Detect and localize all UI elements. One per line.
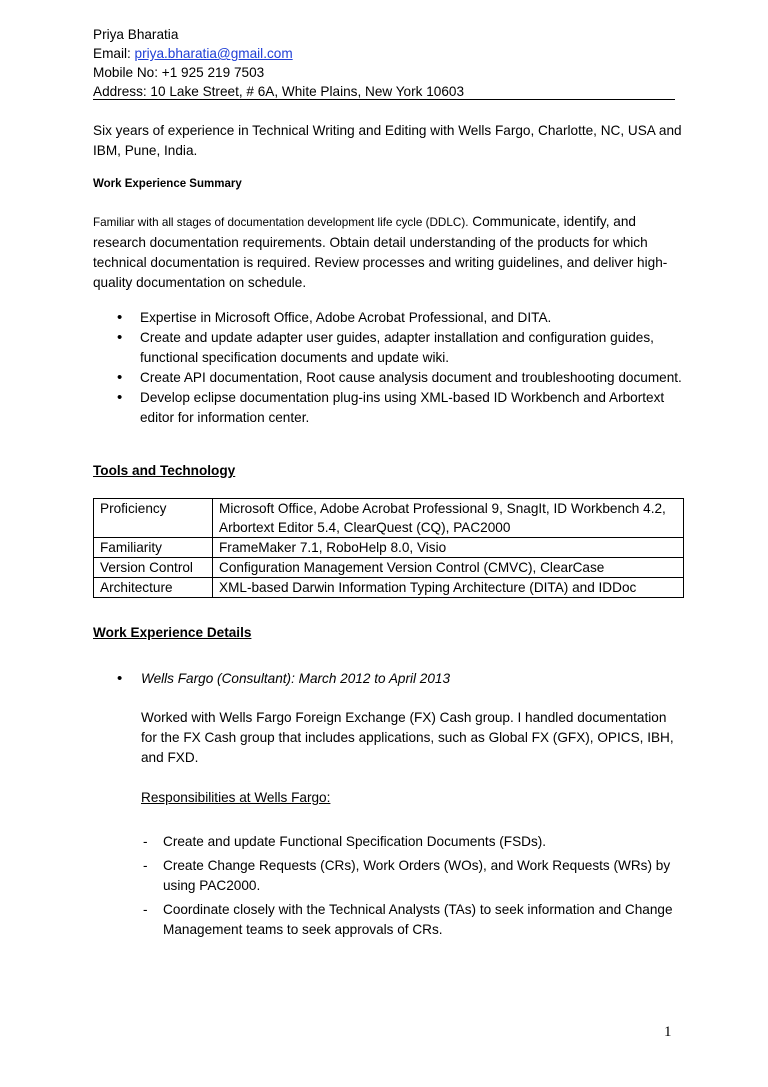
list-item: - Coordinate closely with the Technical Analysts (TAs) to seek information and Change Management teams to seek approvals of CRs. — [141, 900, 681, 940]
table-cell-value: Configuration Management Version Control (CMVC), ClearCase — [213, 558, 684, 578]
responsibilities-list — [141, 832, 681, 944]
email-link[interactable]: priya.bharatia@gmail.com — [134, 46, 293, 61]
table-cell-label: Version Control — [94, 558, 213, 578]
list-item: • Expertise in Microsoft Office, Adobe Acrobat Professional, and DITA. — [93, 308, 683, 328]
address-line: Address: 10 Lake Street, # 6A, White Plains, New York 10603 — [93, 84, 465, 99]
summary-rest-text: Communicate, identify, and research documentation requirements. Obtain detail understanding of the products for which technical documentation is required. Review processes and writing guidelines, and deliver high-quality documentation on schedule. — [93, 214, 668, 290]
table-cell-value: Microsoft Office, Adobe Acrobat Professional 9, SnagIt, ID Workbench 4.2, Arbortext Editor 5.4, ClearQuest (CQ), PAC2000 — [213, 499, 684, 538]
mobile-line: Mobile No: +1 925 219 7503 — [93, 65, 265, 80]
summary-paragraph — [93, 212, 683, 293]
list-item: • Create and update adapter user guides, adapter installation and configuration guides, functional specification documents and update wiki. — [93, 328, 683, 368]
email-label: Email: — [93, 46, 135, 61]
email-line — [93, 44, 675, 63]
table-row — [94, 499, 684, 538]
list-item: - Create and update Functional Specification Documents (FSDs). — [141, 832, 681, 852]
contact-header — [93, 25, 675, 101]
table-cell-label: Architecture — [94, 578, 213, 598]
list-item: - Create Change Requests (CRs), Work Orders (WOs), and Work Requests (WRs) by using PAC2000. — [141, 856, 681, 896]
responsibilities-heading: Responsibilities at Wells Fargo: — [141, 790, 331, 805]
tools-heading: Tools and Technology — [93, 463, 236, 478]
table-cell-value: FrameMaker 7.1, RoboHelp 8.0, Visio — [213, 538, 684, 558]
summary-heading: Work Experience Summary — [93, 178, 242, 190]
summary-ddlc-text: Familiar with all stages of documentation development life cycle (DDLC). — [93, 216, 469, 229]
candidate-name: Priya Bharatia — [93, 27, 179, 42]
list-item: • Develop eclipse documentation plug-ins using XML-based ID Workbench and Arbortext editor for information center. — [93, 388, 683, 428]
job-description: Worked with Wells Fargo Foreign Exchange (FX) Cash group. I handled documentation for the FX Cash group that includes applications, such as Global FX (GFX), OPICS, IBH, and FXD. — [141, 710, 674, 765]
table-row — [94, 558, 684, 578]
summary-bullets — [93, 308, 683, 428]
list-item: • Create API documentation, Root cause analysis document and troubleshooting document. — [93, 368, 683, 388]
bullet-icon: • — [117, 670, 123, 687]
table-cell-label: Proficiency — [94, 499, 213, 538]
details-heading: Work Experience Details — [93, 625, 252, 640]
table-cell-label: Familiarity — [94, 538, 213, 558]
intro-paragraph: Six years of experience in Technical Writing and Editing with Wells Fargo, Charlotte, NC, USA and IBM, Pune, India. — [93, 123, 682, 158]
header-divider — [93, 99, 675, 100]
tools-table — [93, 498, 684, 598]
table-cell-value: XML-based Darwin Information Typing Architecture (DITA) and IDDoc — [213, 578, 684, 598]
job-title: Wells Fargo (Consultant): March 2012 to April 2013 — [141, 671, 451, 686]
page-number: 1 — [664, 1024, 672, 1040]
table-row — [94, 578, 684, 598]
table-row — [94, 538, 684, 558]
